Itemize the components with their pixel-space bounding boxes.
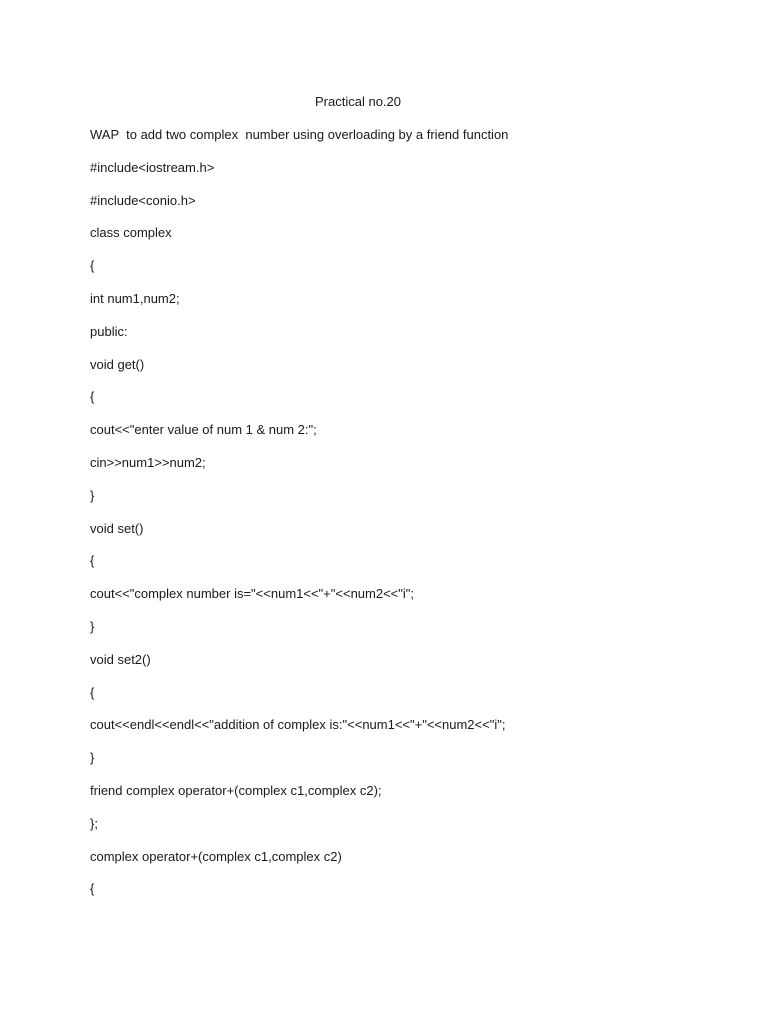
code-line: friend complex operator+(complex c1,complex c2);: [90, 782, 382, 798]
code-line: int num1,num2;: [90, 290, 180, 306]
code-line: class complex: [90, 225, 172, 241]
code-line: cout<<"complex number is="<<num1<<"+"<<num2<<"i";: [90, 586, 414, 602]
code-line: }: [90, 618, 95, 634]
code-line: public:: [90, 323, 128, 339]
code-line: void get(): [90, 356, 145, 372]
code-line: complex operator+(complex c1,complex c2): [90, 848, 342, 864]
code-line: {: [90, 881, 95, 897]
code-line: #include<iostream.h>: [90, 159, 215, 175]
code-line: };: [90, 815, 98, 831]
code-line: #include<conio.h>: [90, 192, 196, 208]
code-line: cin>>num1>>num2;: [90, 454, 206, 470]
code-line: {: [90, 553, 95, 569]
code-line: }: [90, 750, 95, 766]
code-line: void set2(): [90, 651, 151, 667]
code-line: cout<<endl<<endl<<"addition of complex is:"<<num1<<"+"<<num2<<"i";: [90, 717, 506, 733]
assignment-statement: WAP to add two complex number using overloading by a friend function: [90, 127, 509, 142]
code-line: }: [90, 487, 95, 503]
code-line: void set(): [90, 520, 144, 536]
code-line: {: [90, 389, 95, 405]
code-line: {: [90, 258, 95, 274]
code-line: {: [90, 684, 95, 700]
code-listing: [90, 126, 508, 913]
code-line: cout<<"enter value of num 1 & num 2:";: [90, 422, 317, 438]
page-title: Practical no.20: [315, 94, 401, 109]
